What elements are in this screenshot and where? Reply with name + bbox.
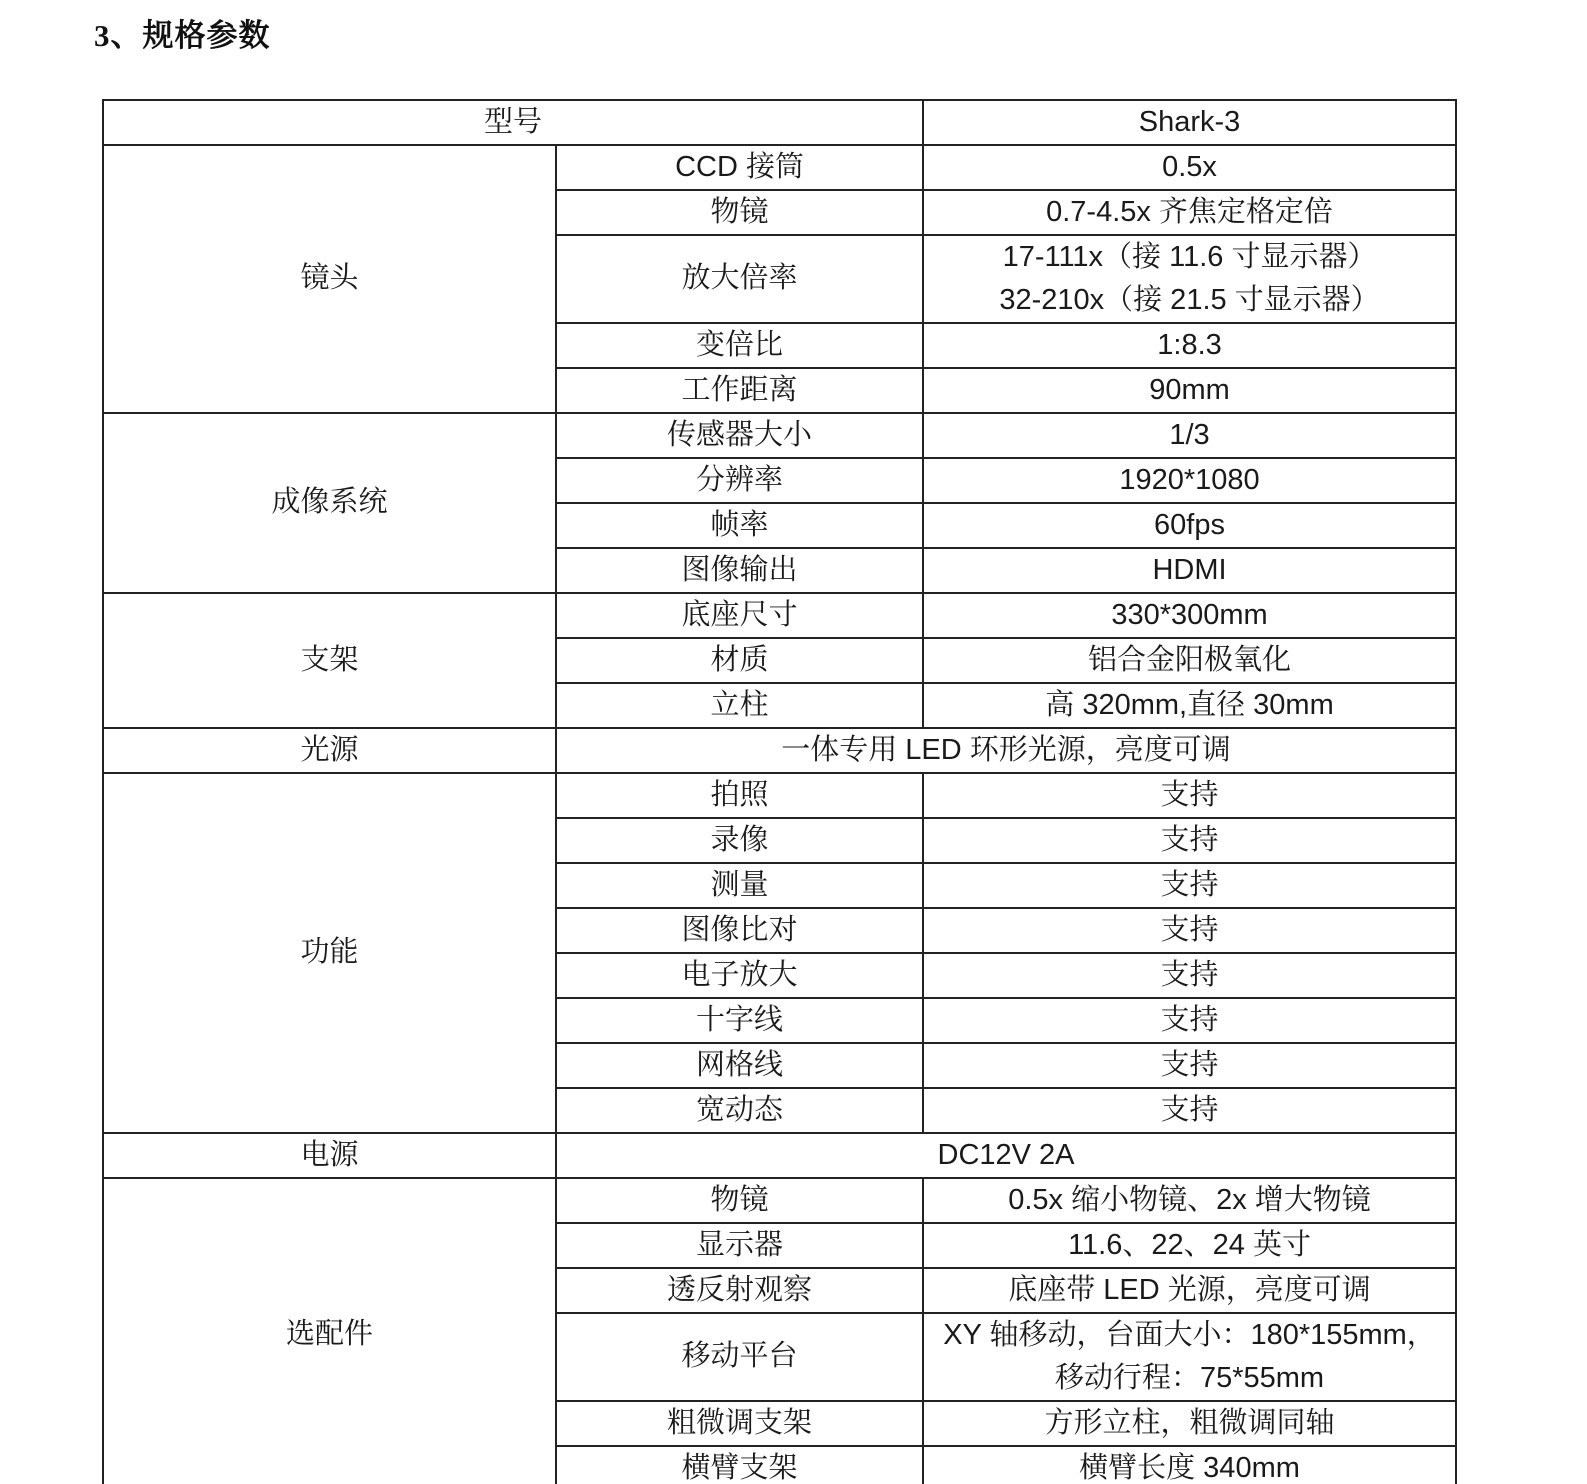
- model-header-label: 型号: [103, 100, 923, 145]
- spec-group-imaging: 成像系统: [103, 413, 556, 593]
- spec-value: 0.5x: [923, 145, 1456, 190]
- spec-value: 11.6、22、24 英寸: [923, 1223, 1456, 1268]
- spec-value-line: 移动行程：75*55mm: [1054, 1362, 1325, 1394]
- spec-param: 工作距离: [556, 368, 923, 413]
- table-row: [103, 728, 1456, 773]
- table-row: [103, 1178, 1456, 1223]
- spec-value: 支持: [923, 953, 1456, 998]
- spec-param: 物镜: [556, 1178, 923, 1223]
- spec-param: 图像输出: [556, 548, 923, 593]
- spec-param: 测量: [556, 863, 923, 908]
- spec-value: 60fps: [923, 503, 1456, 548]
- spec-param: 移动平台: [556, 1313, 923, 1401]
- spec-span-value: 一体专用 LED 环形光源，亮度可调: [556, 728, 1456, 773]
- spec-param: 录像: [556, 818, 923, 863]
- spec-value: 高 320mm,直径 30mm: [923, 683, 1456, 728]
- table-row: [103, 413, 1456, 458]
- spec-value: 方形立柱，粗微调同轴: [923, 1401, 1456, 1446]
- spec-value: 横臂长度 340mm: [923, 1446, 1456, 1484]
- spec-group-power: 电源: [103, 1133, 556, 1178]
- spec-param: 物镜: [556, 190, 923, 235]
- table-header-row: [103, 100, 1456, 145]
- spec-param: 宽动态: [556, 1088, 923, 1133]
- spec-param: 放大倍率: [556, 235, 923, 323]
- spec-value: 支持: [923, 908, 1456, 953]
- spec-value: 支持: [923, 998, 1456, 1043]
- spec-param: 显示器: [556, 1223, 923, 1268]
- spec-param: 拍照: [556, 773, 923, 818]
- table-row: [103, 593, 1456, 638]
- spec-param: 粗微调支架: [556, 1401, 923, 1446]
- spec-span-value: DC12V 2A: [556, 1133, 1456, 1178]
- spec-value: HDMI: [923, 548, 1456, 593]
- spec-param: 底座尺寸: [556, 593, 923, 638]
- spec-param: 变倍比: [556, 323, 923, 368]
- spec-value-line: 17-111x（接 11.6 寸显示器）: [1002, 241, 1377, 273]
- spec-param: CCD 接筒: [556, 145, 923, 190]
- spec-group-light-source: 光源: [103, 728, 556, 773]
- spec-group-stand: 支架: [103, 593, 556, 728]
- spec-param: 立柱: [556, 683, 923, 728]
- spec-param: 十字线: [556, 998, 923, 1043]
- spec-value: 支持: [923, 818, 1456, 863]
- spec-param: 传感器大小: [556, 413, 923, 458]
- spec-value: 底座带 LED 光源，亮度可调: [923, 1268, 1456, 1313]
- spec-group-lens: 镜头: [103, 145, 556, 413]
- spec-value-line: 32-210x（接 21.5 寸显示器）: [999, 284, 1380, 316]
- spec-value: 1/3: [923, 413, 1456, 458]
- table-row: [103, 1133, 1456, 1178]
- spec-param: 网格线: [556, 1043, 923, 1088]
- spec-group-accessories: 选配件: [103, 1178, 556, 1484]
- spec-value: 铝合金阳极氧化: [923, 638, 1456, 683]
- spec-group-functions: 功能: [103, 773, 556, 1133]
- spec-param: 分辨率: [556, 458, 923, 503]
- spec-value: 330*300mm: [923, 593, 1456, 638]
- spec-param: 图像比对: [556, 908, 923, 953]
- spec-value: 90mm: [923, 368, 1456, 413]
- table-row: [103, 145, 1456, 190]
- spec-value: [923, 1313, 1456, 1401]
- spec-param: 横臂支架: [556, 1446, 923, 1484]
- model-header-value: Shark-3: [923, 100, 1456, 145]
- spec-value: 支持: [923, 773, 1456, 818]
- spec-value: 支持: [923, 863, 1456, 908]
- spec-value: 1920*1080: [923, 458, 1456, 503]
- section-title: 3、规格参数: [94, 18, 271, 53]
- spec-param: 材质: [556, 638, 923, 683]
- spec-param: 透反射观察: [556, 1268, 923, 1313]
- spec-value: 0.7-4.5x 齐焦定格定倍: [923, 190, 1456, 235]
- spec-value: 支持: [923, 1088, 1456, 1133]
- spec-value: 支持: [923, 1043, 1456, 1088]
- spec-param: 电子放大: [556, 953, 923, 998]
- spec-value-line: XY 轴移动，台面大小：180*155mm，: [943, 1319, 1436, 1351]
- spec-value: 0.5x 缩小物镜、2x 增大物镜: [923, 1178, 1456, 1223]
- spec-table: [102, 99, 1457, 1484]
- table-row: [103, 773, 1456, 818]
- spec-param: 帧率: [556, 503, 923, 548]
- spec-value: 1:8.3: [923, 323, 1456, 368]
- spec-value: [923, 235, 1456, 323]
